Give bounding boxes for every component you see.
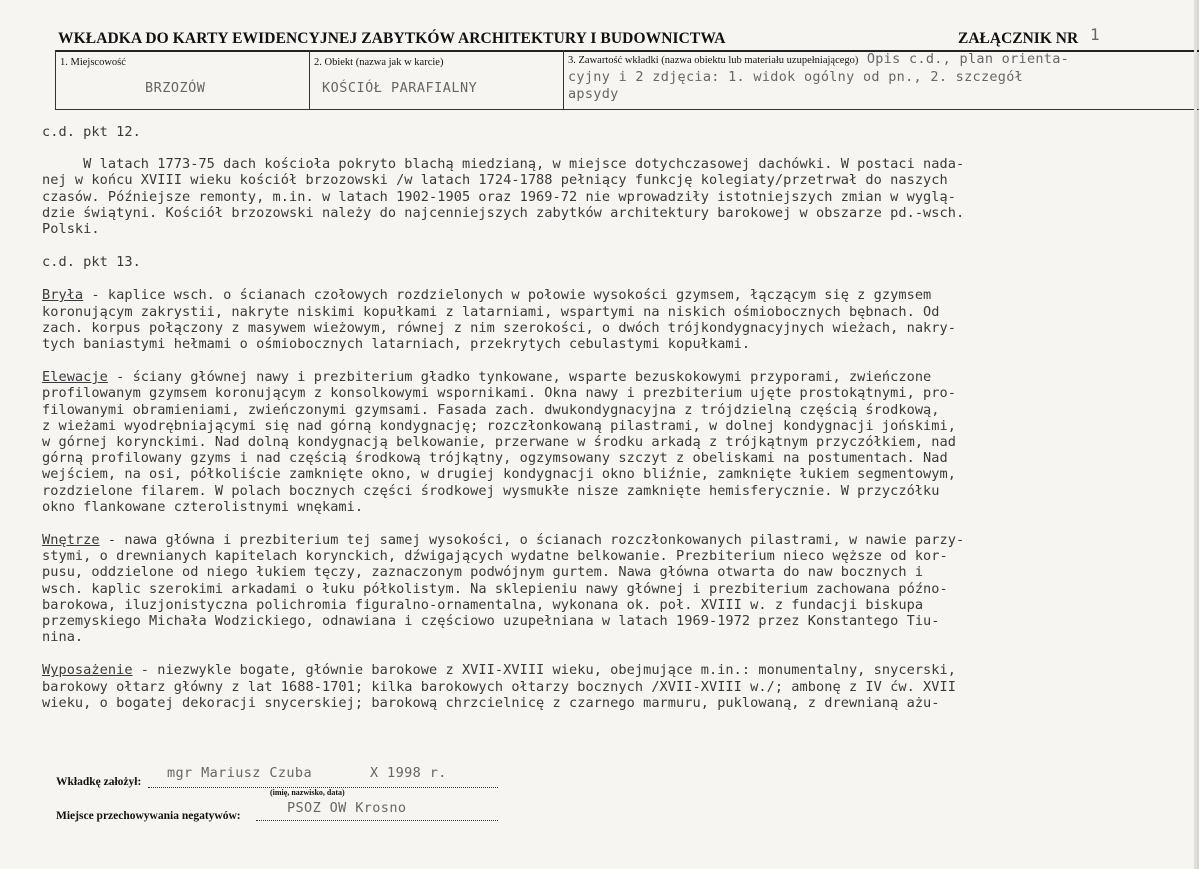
contents-value-line: Opis c.d., plan orienta- (866, 51, 1070, 67)
text-line: dzie świątyni. Kościół brzozowski należy do najcenniejszych zabytków architektury barokowej w obszarze pd.-wsch. (42, 204, 965, 221)
locality-value: BRZOZÓW (145, 80, 206, 96)
text-line: stymi, o drewnianych kapitelach korynckich, dźwigających wydatne belkowanie. Prezbiterium nieco węższe od kor- (42, 548, 948, 565)
text-line: Polski. (42, 221, 100, 238)
text-line: górną profilowany gzyms i nad częścią środkową trójkątny, ogzymsowany szczyt z obeliskami na postumentach. Nad (42, 450, 948, 467)
text-line: koronującym zakrystii, nakryte niskimi kopułkami z latarniami, wspartymi na niskich ośmiobocznych bębnach. Od (42, 303, 940, 320)
author-label: Wkładkę założył: (56, 776, 142, 788)
text-line: barokowy ołtarz główny z lat 1688-1701; kilka barokowych ołtarzy bocznych /XVII-XVIII w./; ambonę z IV ćw. XVII (42, 678, 956, 695)
author-caption: (imię, nazwisko, data) (270, 788, 345, 797)
term-wyposazenie: Wyposażenie (42, 662, 133, 679)
description-body (42, 124, 1194, 711)
text-line: przemyskiego Michała Wodzickiego, odnawiana i częściowo uzupełniana w latach 1969-1972 przez Konstantego Tiu- (42, 613, 940, 630)
text-line: nej w końcu XVIII wieku kościół brzozowski /w latach 1724-1788 pełniący funkcję kolegiaty/przetrwał do naszych (42, 172, 948, 189)
header-bottom-rule (55, 109, 1199, 110)
text-line: zach. korpus połączony z masywem wieżowym, równej z nim szerokości, o dwóch trójkondygnacyjnych wieżach, nakry- (42, 319, 956, 336)
text-line: tych baniastymi hełmami o ośmiobocznych latarniach, przekrytych cebulastymi kopułkami. (42, 336, 751, 353)
author-value: mgr Mariusz Czuba (167, 765, 312, 781)
text-line: wsch. kaplic szerokimi arkadami o łuku półkolistym. Na sklepieniu nawy głównej i prezbiterium zachowana późno- (42, 580, 948, 597)
contents-value-line: apsydy (568, 86, 619, 102)
paragraph-first-line: Bryła - kaplice wsch. o ścianach czołowych rozdzielonych w połowie wysokości gzymsem, łączącym się z gzymsem (42, 287, 932, 304)
text-line: czasów. Późniejsze remonty, m.in. w latach 1902-1905 oraz 1969-72 nie wprowadziły istotniejszych zmian w wyglą- (42, 188, 956, 205)
text-line: W latach 1773-75 dach kościoła pokryto blachą miedzianą, w miejsce dotychczasowej dachówki. W postaci nada- (42, 156, 965, 173)
term-wnetrze: Wnętrze (42, 532, 100, 549)
term-bryla: Bryła (42, 287, 84, 304)
paragraph-first-line: Wnętrze - nawa główna i prezbiterium tej samej wysokości, o ścianach rozczłonkowanych pilastrami, w nawie parzy- (42, 532, 965, 549)
text-line: w górnej korynckimi. Nad dolną kondygnacją belkowanie, przerwane w środku arkadą z trójkątnym przyczółkiem, nad (42, 434, 956, 451)
text-line: profilowanym gzymsem koronującym z konsolkowymi wspornikami. Okna nawy i prezbiterium ujęte prostokątnymi, pro- (42, 385, 956, 402)
negatives-label: Miejsce przechowywania negatywów: (56, 810, 241, 822)
section-heading: c.d. pkt 12. (42, 124, 141, 140)
text-line: wieku, o bogatej dekoracji snycerskiej; barokową chrzcielnicę z czarnego marmuru, puklowaną, z drewnianą ażu- (42, 694, 940, 711)
cell-divider (309, 50, 310, 110)
locality-label: 1. Miejscowość (60, 57, 126, 68)
cell-divider (563, 50, 564, 110)
negatives-line (256, 820, 498, 821)
paragraph-first-line: Wyposażenie - niezwykle bogate, głównie barokowe z XVII-XVIII wieku, obejmujące m.in.: monumentalny, snycerski, (42, 662, 956, 679)
text-line: barokowa, iluzjonistyczna polichromia figuralno-ornamentalna, wykonana ok. poł. XVIII w. z fundacji biskupa (42, 596, 924, 613)
text-line: rozdzielone filarem. W polach bocznych części środkowej wysmukłe nisze zamknięte hemisferycznie. W przyczółku (42, 482, 940, 499)
date-value: X 1998 r. (370, 765, 447, 781)
contents-label: 3. Zawartość wkładki (nazwa obiektu lub materiału uzupełniającego) (568, 55, 859, 66)
cell-divider (55, 50, 56, 110)
text-line: z wieżami wyodrębniającymi się nad górną kondygnację; rozczłonkowaną pilastrami, w dolnej kondygnacji jońskimi, (42, 417, 956, 434)
term-elewacje: Elewacje (42, 369, 108, 386)
object-value: KOŚCIÓŁ PARAFIALNY (322, 80, 478, 96)
scan-edge (1194, 0, 1197, 869)
annex-number: 1 (1090, 25, 1100, 44)
form-title: WKŁADKA DO KARTY EWIDENCYJNEJ ZABYTKÓW ARCHITEKTURY I BUDOWNICTWA (58, 30, 726, 47)
text-line: pusu, oddzielone od niego łukiem tęczy, zaznaczonym podwójnym gurtem. Nawa główna otwarta do naw bocznych i (42, 564, 924, 581)
text-line: okno flankowane czterolistnymi wnękami. (42, 498, 364, 515)
negatives-value: PSOZ OW Krosno (287, 800, 407, 816)
text-line: wejściem, na osi, półkoliście zamknięte okno, w drugiej kondygnacji okno bliźnie, zamknięte łukiem segmentowym, (42, 466, 956, 483)
object-label: 2. Obiekt (nazwa jak w karcie) (314, 57, 444, 68)
text-line: nina. (42, 629, 84, 646)
contents-field (568, 51, 1198, 103)
contents-value-line: cyjny i 2 zdjęcia: 1. widok ogólny od pn., 2. szczegół (568, 69, 1024, 85)
section-heading: c.d. pkt 13. (42, 254, 141, 271)
paragraph-first-line: Elewacje - ściany głównej nawy i prezbiterium gładko tynkowane, wsparte bezuskokowymi przyporami, zwieńczone (42, 369, 932, 386)
annex-label: ZAŁĄCZNIK NR (958, 30, 1079, 47)
text-line: filowanymi obramieniami, zwieńczonymi gzymsami. Fasada zach. dwukondygnacyjna z trójdzielną częścią środkową, (42, 401, 940, 418)
